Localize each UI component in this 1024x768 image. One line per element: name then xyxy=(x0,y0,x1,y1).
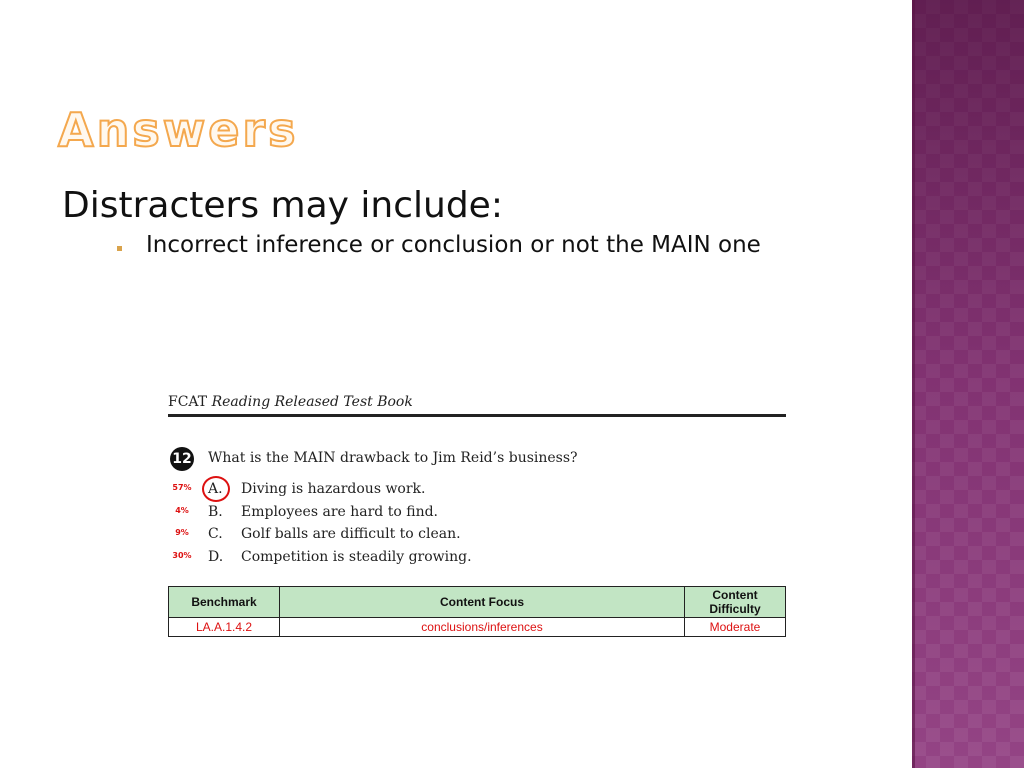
column-header-content-focus: Content Focus xyxy=(280,587,685,618)
choice-percent: 4% xyxy=(175,506,189,515)
answer-choice xyxy=(168,526,568,546)
benchmark-table xyxy=(168,586,786,637)
choice-letter: B. xyxy=(208,504,223,520)
slide-title: Answers xyxy=(58,103,299,157)
content-focus-cell: conclusions/inferences xyxy=(280,618,685,637)
choice-text: Employees are hard to find. xyxy=(241,504,438,520)
test-book-header-prefix: FCAT xyxy=(168,394,208,410)
test-book-header-title: Reading Released Test Book xyxy=(211,394,413,410)
content-difficulty-cell: Moderate xyxy=(685,618,786,637)
sidebar-edge xyxy=(912,0,915,768)
table-header-row xyxy=(169,587,786,618)
answer-choice xyxy=(168,549,568,569)
answer-choice xyxy=(168,481,568,501)
test-book-header xyxy=(168,394,413,410)
choice-letter: A. xyxy=(208,481,223,497)
choice-percent: 9% xyxy=(175,528,189,537)
choice-text: Diving is hazardous work. xyxy=(241,481,426,497)
choice-percent: 30% xyxy=(172,551,192,560)
bullet-text: Incorrect inference or conclusion or not the MAIN one xyxy=(146,232,761,258)
question-text: What is the MAIN drawback to Jim Reid’s business? xyxy=(208,450,578,466)
answer-choice xyxy=(168,504,568,524)
decorative-sidebar xyxy=(912,0,1024,768)
slide-heading: Distracters may include: xyxy=(62,185,503,226)
choice-letter: C. xyxy=(208,526,223,542)
choice-percent: 57% xyxy=(172,483,192,492)
column-header-content-difficulty: Content Difficulty xyxy=(685,587,786,618)
bullet-icon xyxy=(117,246,122,251)
choice-text: Golf balls are difficult to clean. xyxy=(241,526,461,542)
column-header-benchmark: Benchmark xyxy=(169,587,280,618)
question-number-badge: 12 xyxy=(170,447,194,471)
table-row xyxy=(169,618,786,637)
benchmark-cell: LA.A.1.4.2 xyxy=(169,618,280,637)
choice-text: Competition is steadily growing. xyxy=(241,549,472,565)
test-question-image xyxy=(168,388,788,642)
choice-letter: D. xyxy=(208,549,224,565)
bullet-item xyxy=(117,232,761,258)
header-divider xyxy=(168,414,786,417)
